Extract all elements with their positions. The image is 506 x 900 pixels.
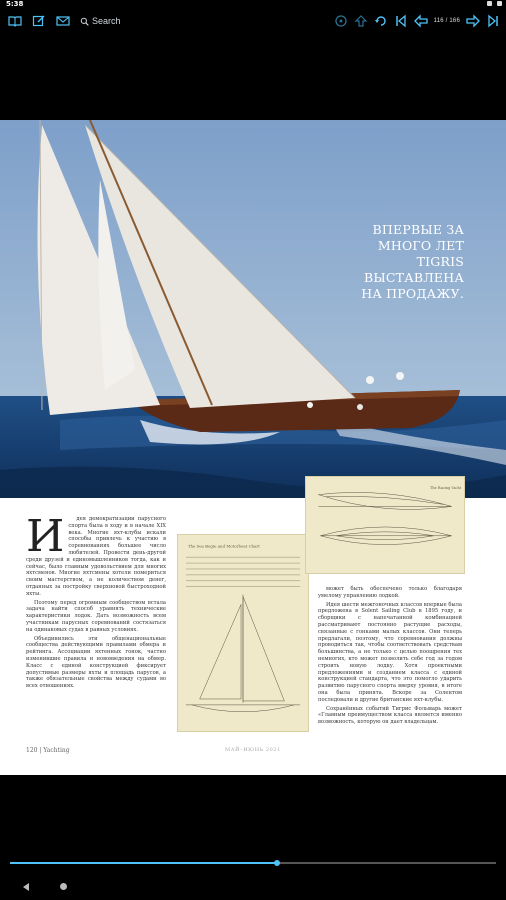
paragraph: Сохранённых событий Тигрис Фольмарь может «Главным преимуществом класса является именно возможность, которую он дает владельцам. [318, 705, 462, 726]
yacht-plan-drawing [177, 534, 309, 732]
upload-icon[interactable] [354, 14, 368, 28]
system-nav-bar [0, 876, 506, 900]
book-icon[interactable] [8, 14, 22, 28]
plan-caption: The Sea Bogie and Motorboat Chart [187, 543, 260, 549]
zoom-icon[interactable] [334, 14, 348, 28]
paragraph: Объединились эти общенациональные сообщества действующими правилами обмера и рейтинга. Ассоциации яхтенных гонок, частно изменившие правила и нововведения на обмер. Класс с единой конструкцией фиксирует допустимые размеры яхты и площадь парусов, а также обязательные свойства между судами во всех отношениях. [26, 635, 166, 690]
wifi-icon [487, 1, 492, 6]
slider-fill [10, 862, 277, 864]
next-arrow-icon[interactable] [466, 14, 480, 28]
prev-arrow-icon[interactable] [414, 14, 428, 28]
mail-icon[interactable] [56, 14, 70, 28]
paragraph: Идея шести межгоночных классов впервые была предложена в Solent Sailing Club в 1895 году, и сборщики с напечатанной комбинацией рассматривают постоянно растущие расходы, связанные с гонками малых классов. Они теперь предлагали, поэтому, что соревнования должны проводиться так, чтобы соответствовать средствам большинства, а не только с целью поощрения тех немногих, кто может позволить себе год за годом строить новую лодку. Хотя проектными предложениями и созданием класса с единой конструкцией стандарта, что это помогло ударить развитию парусного спорта вверху уровня, в итоге она была принята. Вскоре за Солентом последовали и другие британские яхт-клубы. [318, 601, 462, 703]
page-slider[interactable] [10, 860, 496, 866]
yacht-hull-plan [305, 476, 465, 574]
search-icon [80, 17, 89, 26]
search-field[interactable] [80, 16, 121, 26]
edit-icon[interactable] [32, 14, 46, 28]
last-page-icon[interactable] [486, 14, 500, 28]
status-time: 5:38 [6, 0, 24, 8]
search-label: Search [92, 16, 121, 26]
issue-label: МАЙ–ИЮНЬ 2021 [225, 747, 281, 753]
first-page-icon[interactable] [394, 14, 408, 28]
paragraph: может быть обеспечено только благодаря умелому управлению лодкой. [318, 586, 462, 599]
rotate-icon[interactable] [374, 14, 388, 28]
magazine-page[interactable] [0, 120, 506, 775]
status-bar [0, 0, 506, 10]
paragraph: дея демократизации парусного спорта была в ходу и в начале XIX века. Многие яхт-клубы искали способы привлечь к участию в соревнованиях большее число любителей. Провести день-другой среди друзей и единомышленников тогда, как и сейчас, было главным удовольствием для многих яхтсменов. Многие яхтсмены хотели помериться своим мастерством, а не количеством денег, отданных за постройку сверхновой быстроходной яхты. [26, 516, 166, 597]
reader-toolbar [0, 10, 506, 32]
dropcap: И [26, 511, 65, 562]
page-number: 120 | Yachting [26, 747, 70, 754]
plan-caption: The Racing Yacht [430, 485, 462, 490]
article-right-column [318, 586, 462, 728]
page-counter: 116 / 166 [433, 18, 460, 24]
slider-thumb[interactable] [274, 860, 280, 866]
status-icons [487, 1, 502, 6]
paragraph: Поэтому перед огромным сообществом встала задача найти способ уравнять технические характеристики лодок. Дать возможность всем участникам парусных соревнований состязаться на одинаковых судах в равных условиях. [26, 599, 166, 633]
battery-icon [497, 1, 502, 6]
sailboat-photo [0, 120, 506, 498]
article-left-column [26, 511, 166, 692]
back-triangle-icon[interactable] [22, 882, 30, 892]
home-dot-icon[interactable] [60, 883, 67, 890]
headline: ВПЕРВЫЕ ЗА МНОГО ЛЕТ TIGRIS ВЫСТАВЛЕНА НА ПРОДАЖУ. [361, 222, 464, 301]
